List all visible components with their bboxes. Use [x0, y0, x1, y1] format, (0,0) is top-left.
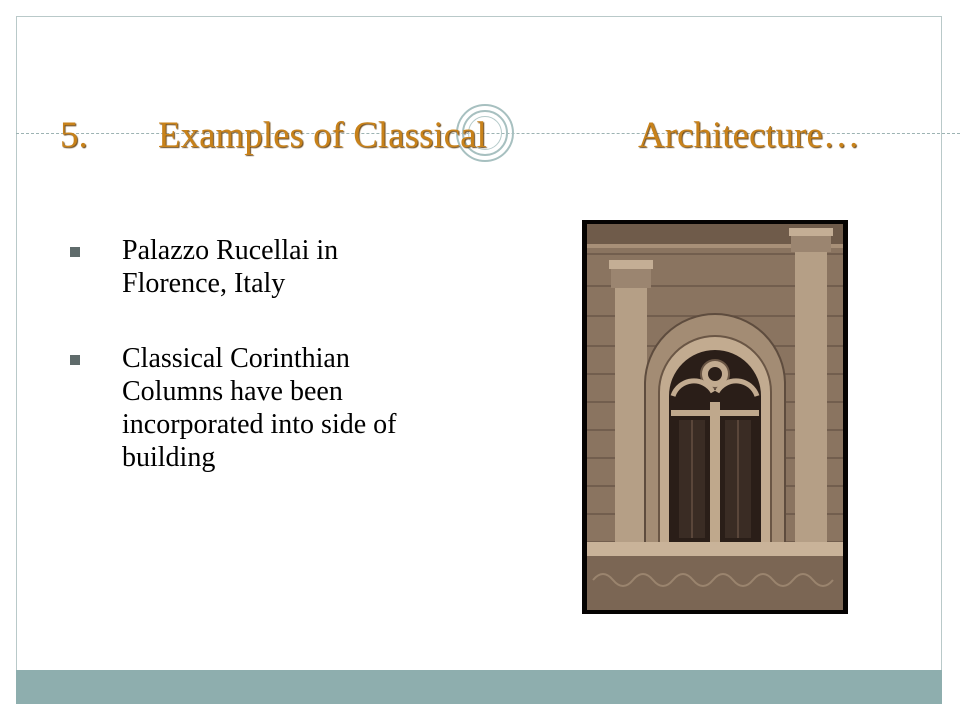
- bullet-line: Columns have been: [122, 376, 343, 407]
- bullet-line: Florence, Italy: [122, 268, 286, 299]
- bullet-list: [70, 234, 510, 516]
- bullet-line: Palazzo Rucellai in: [122, 235, 339, 266]
- title-number: 5.: [60, 115, 88, 156]
- bullet-text: [122, 342, 510, 474]
- bullet-item: [70, 234, 510, 300]
- bullet-item: [70, 342, 510, 474]
- bullet-line: Classical Corinthian: [122, 343, 350, 374]
- bullet-square-icon: [70, 247, 80, 257]
- slide-title: [0, 114, 960, 160]
- bullet-text: [122, 234, 510, 300]
- title-part-2: Architecture…: [638, 115, 860, 156]
- bullet-line: building: [122, 442, 216, 473]
- title-part-1: Examples of Classical: [158, 115, 487, 156]
- bullet-line: incorporated into side of: [122, 409, 397, 440]
- bullet-square-icon: [70, 355, 80, 365]
- palazzo-window-photo: [582, 220, 848, 614]
- footer-bar: [16, 670, 942, 704]
- palazzo-window-illustration: [587, 224, 843, 610]
